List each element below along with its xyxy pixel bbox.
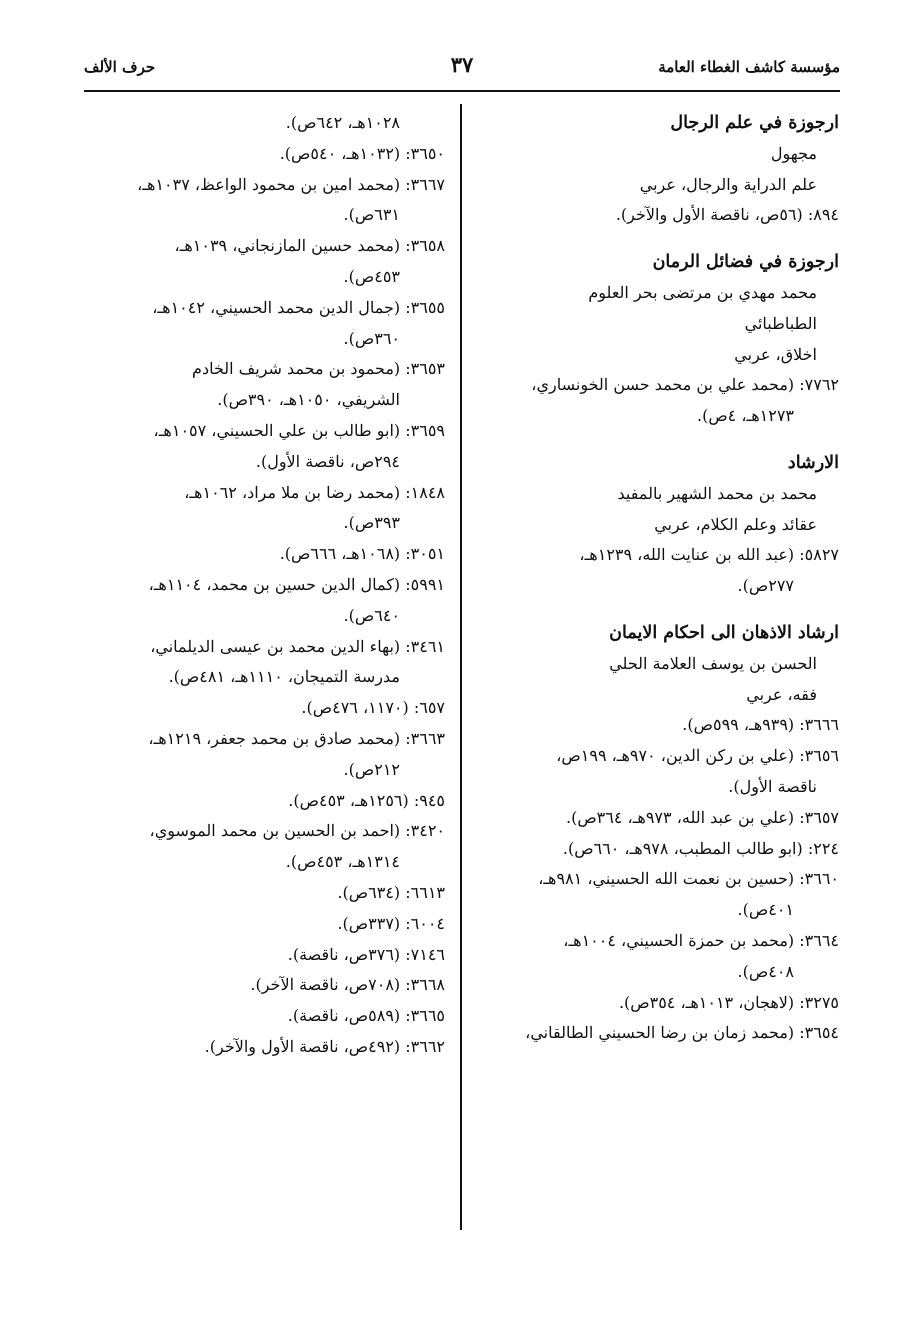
entry-line: محمد مهدي بن مرتضى بحر العلوم <box>588 282 817 302</box>
header-rule <box>84 90 840 92</box>
right-column <box>473 108 839 1049</box>
page-number: ٣٧ <box>450 52 474 77</box>
entry-title: ارجوزة في علم الرجال <box>670 113 839 133</box>
entry-line: ٣٦٦٠: (حسين بن نعمت الله الحسيني، ٩٨١هـ، <box>538 869 839 889</box>
entry-line: ٣٦٥٨: (محمد حسين المازنجاني، ١٠٣٩هـ، <box>174 236 445 256</box>
entry-line: ٦٥٧: (١١٧٠، ٤٧٦ص). <box>301 698 445 718</box>
entry-line: ٨٩٤: (٥٦ص، ناقصة الأول والآخر). <box>615 205 839 225</box>
entry-line: ٣٦٥٤: (محمد زمان بن رضا الحسيني الطالقاني، <box>525 1023 839 1043</box>
column-divider <box>460 104 462 1230</box>
entry-line: ٣٦٠ص). <box>343 328 400 348</box>
entry-line: مدرسة التميجان، ١١١٠هـ، ٤٨١ص). <box>168 667 400 687</box>
entry-line: الشريفي، ١٠٥٠هـ، ٣٩٠ص). <box>217 390 400 410</box>
entry-line: ٣٤٢٠: (احمد بن الحسين بن محمد الموسوي، <box>149 821 445 841</box>
entry-line: ١٣١٤هـ، ٤٥٣ص). <box>285 852 400 872</box>
entry-line: ٣٦٥٥: (جمال الدين محمد الحسيني، ١٠٤٢هـ، <box>152 297 445 317</box>
entry-line: الحسن بن يوسف العلامة الحلي <box>609 653 817 673</box>
entry-line: ٣٦٥٦: (علي بن ركن الدين، ٩٧٠هـ، ١٩٩ص، <box>556 746 839 766</box>
entry-line: ٥٨٢٧: (عبد الله بن عنايت الله، ١٢٣٩هـ، <box>579 545 839 565</box>
entry-line: ٤٥٣ص). <box>343 266 400 286</box>
entry-line: ٣٠٥١: (١٠٦٨هـ، ٦٦٦ص). <box>279 544 445 564</box>
entry-line: ١٠٢٨هـ، ٦٤٢ص). <box>285 113 400 132</box>
section-gap <box>473 602 839 618</box>
entry-line: ٣٦٥٩: (ابو طالب بن علي الحسيني، ١٠٥٧هـ، <box>153 420 445 440</box>
entry-line: ٣٦٦٣: (محمد صادق بن محمد جعفر، ١٢١٩هـ، <box>148 728 445 748</box>
entry-line: ٣٦٥٧: (علي بن عبد الله، ٩٧٣هـ، ٣٦٤ص). <box>566 807 839 827</box>
entry-line: ٣٦٦٦: (٩٣٩هـ، ٥٩٩ص). <box>682 715 839 735</box>
entry-line: ٣٦٦٥: (٥٨٩ص، ناقصة). <box>287 1006 445 1026</box>
entry-line: ٥٩٩١: (كمال الدين حسين بن محمد، ١١٠٤هـ، <box>148 574 445 594</box>
page-header <box>84 50 840 84</box>
entry-line: ٣٩٣ص). <box>343 513 400 533</box>
entry-title: ارجوزة في فضائل الرمان <box>652 252 839 273</box>
entry-line: ٢١٢ص). <box>343 759 400 779</box>
entry-line: عقائد وعلم الكلام، عربي <box>654 514 817 534</box>
publisher-name: مؤسسة كاشف الغطاء العامة <box>658 58 840 76</box>
section-title: حرف الألف <box>84 58 156 76</box>
entry-line: ٢٧٧ص). <box>737 576 794 596</box>
entry-line: ٣٦٦٧: (محمد امين بن محمود الواعظ، ١٠٣٧هـ، <box>137 174 445 194</box>
entry-line: اخلاق، عربي <box>734 344 817 364</box>
entry-line: الطباطبائي <box>744 313 817 333</box>
entry-line: ٤٠٨ص). <box>737 961 794 981</box>
section-gap <box>473 432 839 448</box>
entry-line: ٣٦٥٠: (١٠٣٢هـ، ٥٤٠ص). <box>279 143 445 163</box>
entry-line: ٣٦٦٤: (محمد بن حمزة الحسيني، ١٠٠٤هـ، <box>563 930 839 950</box>
entry-line: ٦٣١ص). <box>343 205 400 225</box>
entry-line: ٢٢٤: (ابو طالب المطبب، ٩٧٨هـ، ٦٦٠ص). <box>562 838 839 858</box>
entry-line: ٣٦٥٣: (محمود بن محمد شريف الخادم <box>192 359 445 379</box>
entry-title: الارشاد <box>787 452 839 473</box>
entry-line: ٧١٤٦: (٣٧٦ص، ناقصة). <box>287 944 445 964</box>
entry-line: فقه، عربي <box>746 684 817 704</box>
entry-line: مجهول <box>770 143 817 163</box>
entry-line: ٩٤٥: (١٢٥٦هـ، ٤٥٣ص). <box>288 790 445 810</box>
section-gap <box>473 231 839 247</box>
entry-line: ١٨٤٨: (محمد رضا بن ملا مراد، ١٠٦٢هـ، <box>184 482 445 502</box>
entry-line: ٧٧٦٢: (محمد علي بن محمد حسن الخونساري، <box>531 375 839 395</box>
entry-line: ناقصة الأول). <box>728 776 817 796</box>
entry-line: ٣٦٦٨: (٧٠٨ص، ناقصة الآخر). <box>250 975 445 995</box>
entry-line: ٣٢٧٥: (لاهجان، ١٠١٣هـ، ٣٥٤ص). <box>618 992 839 1012</box>
left-column <box>79 108 445 1063</box>
entry-line: ٣٦٦٢: (٤٩٢ص، ناقصة الأول والآخر). <box>204 1036 445 1056</box>
entry-line: ٦٤٠ص). <box>343 605 400 625</box>
entry-line: علم الدراية والرجال، عربي <box>639 174 817 194</box>
entry-line: ٤٠١ص). <box>737 900 794 920</box>
entry-line: ٦٠٠٤: (٣٣٧ص). <box>337 913 445 933</box>
entry-title: ارشاد الاذهان الى احكام الايمان <box>609 622 839 643</box>
entry-line: محمد بن محمد الشهير بالمفيد <box>617 483 817 503</box>
entry-line: ٣٤٦١: (بهاء الدين محمد بن عيسى الديلماني، <box>150 636 445 656</box>
entry-line: ٦٦١٣: (٦٣٤ص). <box>337 882 445 902</box>
entry-line: ٢٩٤ص، ناقصة الأول). <box>255 451 400 471</box>
entry-line: ١٢٧٣هـ، ٤ص). <box>696 406 794 426</box>
